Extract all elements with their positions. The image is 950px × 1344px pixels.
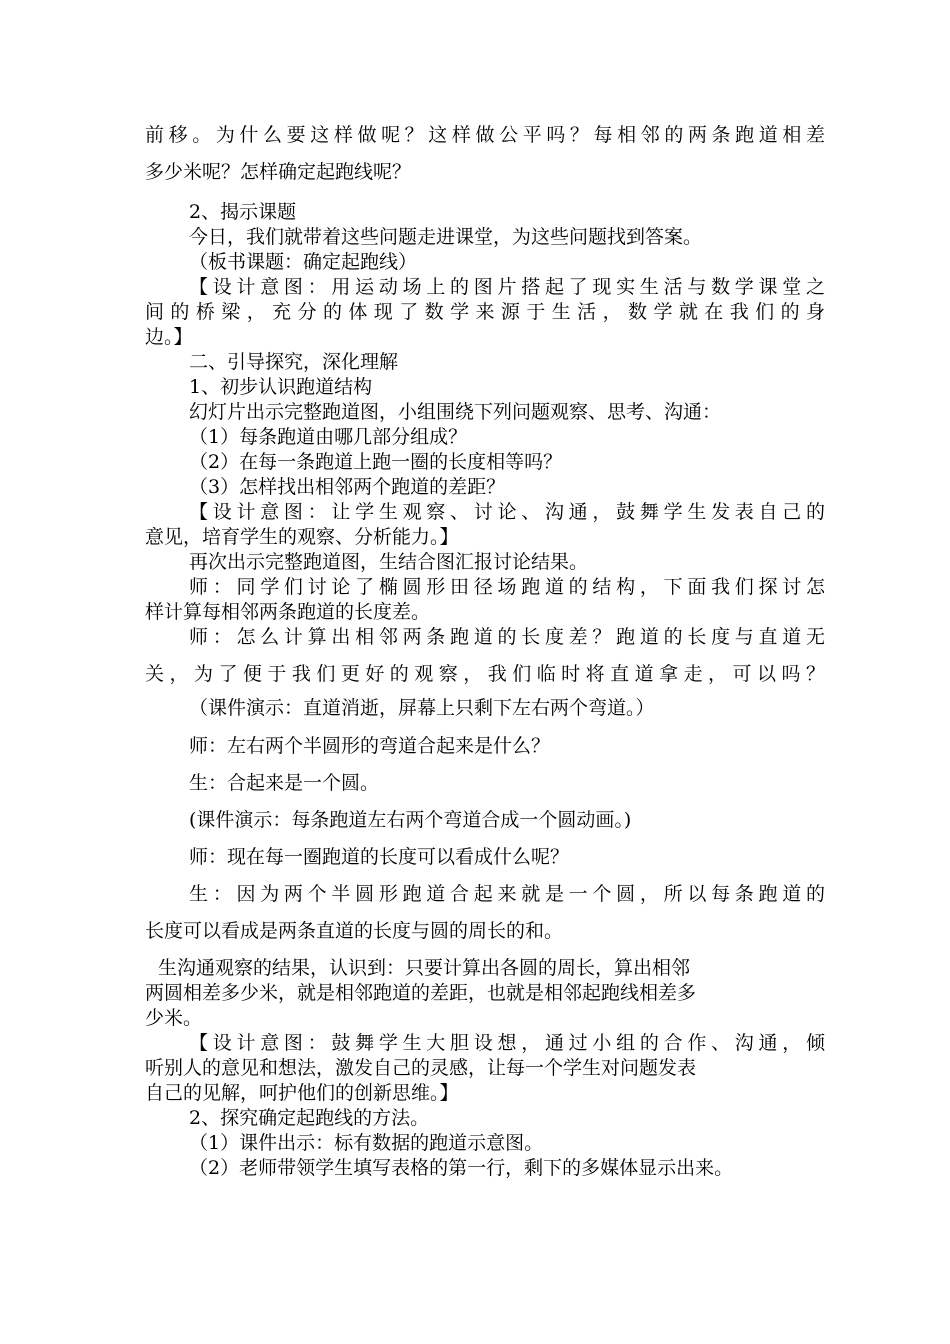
student-answer-line-2: 长度可以看成是两条直道的长度与圆的周长的和。 [145,920,564,942]
teacher-line-2a: 师：怎么计算出相邻两条跑道的长度差？跑道的长度与直道无 [189,626,825,648]
step-1: （1）课件出示：标有数据的跑道示意图。 [189,1132,544,1154]
text-line-1: 前移。为什么要这样做呢？这样做公平吗？每相邻的两条跑道相差 [145,124,825,146]
teacher-question-length: 师：现在每一圈跑道的长度可以看成什么呢？ [189,846,570,868]
section-heading-explore: 二、引导探究，深化理解 [189,351,399,373]
design-intent-3-line-1: 【设计意图：鼓舞学生大胆设想，通过小组的合作、沟通，倾 [189,1032,825,1054]
teacher-line-1a: 师：同学们讨论了椭圆形田径场跑道的结构，下面我们探讨怎 [189,576,825,598]
teacher-line-1b: 样计算每相邻两条跑道的长度差。 [145,601,431,623]
design-intent-1-line-1: 【设计意图：用运动场上的图片搭起了现实生活与数学课堂之 [189,276,825,298]
courseware-demo-1: （课件演示：直道消逝，屏幕上只剩下左右两个弯道。） [189,697,655,719]
conclusion-line-3: 少米。 [145,1007,203,1029]
text-line-4: 今日，我们就带着这些问题走进课堂，为这些问题找到答案。 [189,226,703,248]
design-intent-2-line-2: 意见，培育学生的观察、分析能力。】 [145,526,459,548]
design-intent-3-line-3: 自己的见解，呵护他们的创新思维。】 [145,1082,459,1104]
design-intent-1-line-2: 间的桥梁，充分的体现了数学来源于生活，数学就在我们的身 [145,301,825,323]
text-line-17: 再次出示完整跑道图，生结合图汇报讨论结果。 [189,551,589,573]
subsection-track-structure: 1、初步认识跑道结构 [189,376,373,398]
question-3: （3）怎样找出相邻两个跑道的差距？ [189,476,506,498]
section-heading-reveal-topic: 2、揭示课题 [189,201,297,223]
student-answer-circle: 生：合起来是一个圆。 [189,772,380,794]
design-intent-1-line-3: 边。】 [145,326,193,348]
step-2: （2）老师带领学生填写表格的第一行，剩下的多媒体显示出来。 [189,1157,734,1179]
conclusion-line-2: 两圆相差多少米，就是相邻跑道的差距，也就是相邻起跑线相差多 [145,982,697,1004]
student-answer-line-1: 生：因为两个半圆形跑道合起来就是一个圆，所以每条跑道的 [189,883,825,905]
subsection-start-line-method: 2、探究确定起跑线的方法。 [189,1107,430,1129]
text-line-5: （板书课题：确定起跑线） [189,251,418,273]
courseware-demo-2: (课件演示：每条跑道左右两个弯道合成一个圆动画。) [189,809,632,831]
text-line-11: 幻灯片出示完整跑道图，小组围绕下列问题观察、思考、沟通： [189,401,722,423]
design-intent-2-line-1: 【设计意图：让学生观察、讨论、沟通，鼓舞学生发表自己的 [189,501,825,523]
teacher-line-2b: 关，为了便于我们更好的观察，我们临时将直道拿走，可以吗？ [145,663,825,685]
design-intent-3-line-2: 听别人的意见和想法，激发自己的灵感，让每一个学生对问题发表 [145,1057,697,1079]
question-1: （1）每条跑道由哪几部分组成？ [189,426,468,448]
conclusion-line-1: 生沟通观察的结果，认识到：只要计算出各圆的周长，算出相邻 [158,957,691,979]
text-line-2: 多少米呢？怎样确定起跑线呢？ [145,161,412,183]
teacher-question-semicircles: 师：左右两个半圆形的弯道合起来是什么？ [189,735,551,757]
question-2: （2）在每一条跑道上跑一圈的长度相等吗？ [189,451,563,473]
